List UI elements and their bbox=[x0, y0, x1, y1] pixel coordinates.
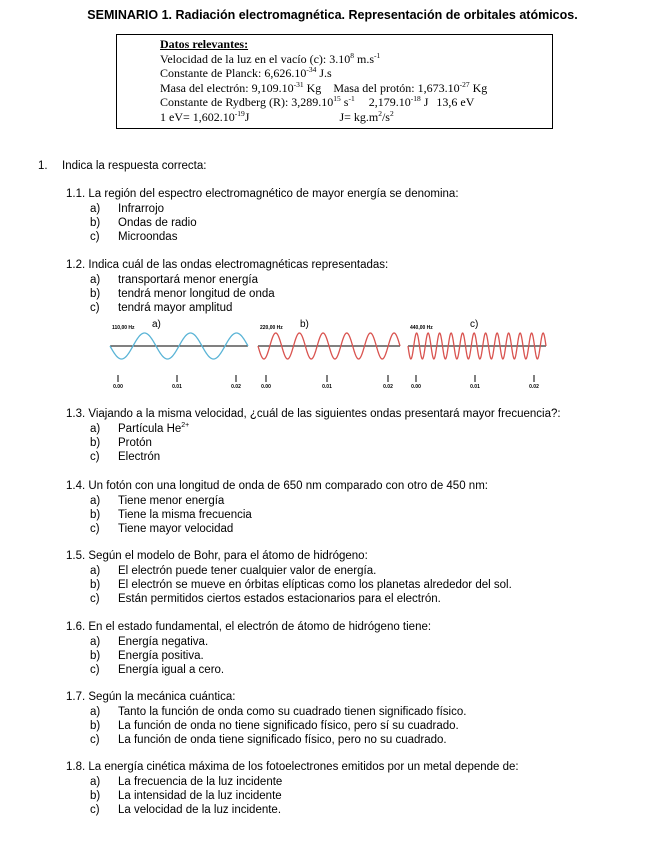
wave-tick-label-2-1: 0,01 bbox=[470, 384, 480, 388]
question-5-option-c[interactable]: c) Están permitidos ciertos estados estacionarios para el electrón. bbox=[90, 593, 441, 605]
question-5-option-b[interactable]: b) El electrón se mueve en órbitas elípticas como los planetas alrededor del sol. bbox=[90, 579, 512, 591]
question-5-option-a[interactable]: a) El electrón puede tener cualquier valor de energía. bbox=[90, 565, 377, 577]
wave-frequency-label-2: 440,00 Hz bbox=[410, 325, 433, 331]
question-2-option-c[interactable]: c) tendrá mayor amplitud bbox=[90, 302, 233, 314]
wave-tick-label-2-2: 0,02 bbox=[529, 384, 539, 388]
wave-tick-label-2-0: 0,00 bbox=[411, 384, 421, 388]
wave-frequency-label-0: 110,00 Hz bbox=[112, 325, 135, 331]
question-3-option-b[interactable]: b) Protón bbox=[90, 437, 152, 449]
question-1-option-c[interactable]: c) Microondas bbox=[90, 231, 178, 243]
mass-line: Masa del electrón: $9,109.10^{-31}$ Kg Masa del protón: $1,673.10^{-27}$ Kg bbox=[160, 79, 488, 95]
question-1: 1.1. La región del espectro electromagnético de mayor energía se denomina: bbox=[66, 188, 459, 200]
question-6: 1.6. En el estado fundamental, el electrón de átomo de hidrógeno tiene: bbox=[66, 621, 432, 633]
question-6-option-c[interactable]: c) Energía igual a cero. bbox=[90, 664, 225, 676]
wave-tick-label-0-1: 0,01 bbox=[172, 384, 182, 388]
question-2-option-a[interactable]: a) transportará menor energía bbox=[90, 274, 258, 286]
question-4-option-b[interactable]: b) Tiene la misma frecuencia bbox=[90, 509, 252, 521]
data-box-heading: Datos relevantes: bbox=[160, 37, 249, 51]
wave-tick-label-0-2: 0,02 bbox=[231, 384, 241, 388]
question-5: 1.5. Según el modelo de Bohr, para el átomo de hidrógeno: bbox=[66, 550, 368, 562]
wave-figure bbox=[108, 316, 548, 388]
relevant-data-box bbox=[116, 34, 553, 129]
question-3: 1.3. Viajando a la misma velocidad, ¿cuál de las siguientes ondas presentará mayor frecuencia?: bbox=[66, 408, 561, 420]
wave-tick-label-0-0: 0,00 bbox=[113, 384, 123, 388]
wave-tick-label-1-2: 0,02 bbox=[383, 384, 393, 388]
wave-tick-label-1-0: 0,00 bbox=[261, 384, 271, 388]
question-7-option-c[interactable]: c) La función de onda tiene significado físico, pero no su cuadrado. bbox=[90, 734, 447, 746]
wave-tag-0: a) bbox=[152, 319, 161, 330]
question-8-option-c[interactable]: c) La velocidad de la luz incidente. bbox=[90, 804, 282, 816]
question-2-option-b[interactable]: b) tendrá menor longitud de onda bbox=[90, 288, 275, 300]
wave-tick-label-1-1: 0,01 bbox=[322, 384, 332, 388]
question-1-option-a[interactable]: a) Infrarrojo bbox=[90, 203, 165, 215]
question-7: 1.7. Según la mecánica cuántica: bbox=[66, 691, 236, 703]
question-8: 1.8. La energía cinética máxima de los fotoelectrones emitidos por un metal depende de: bbox=[66, 761, 519, 773]
question-1-option-b[interactable]: b) Ondas de radio bbox=[90, 217, 197, 229]
question-8-option-b[interactable]: b) La intensidad de la luz incidente bbox=[90, 790, 282, 802]
waves-svg bbox=[108, 316, 548, 388]
question-6-option-a[interactable]: a) Energía negativa. bbox=[90, 636, 209, 648]
wave-tag-1: b) bbox=[300, 319, 309, 330]
question-6-option-b[interactable]: b) Energía positiva. bbox=[90, 650, 204, 662]
wave-tag-2: c) bbox=[470, 319, 479, 330]
question-4: 1.4. Un fotón con una longitud de onda de 650 nm comparado con otro de 450 nm: bbox=[66, 480, 488, 492]
planck-line: Constante de Planck: $6,626.10^{-34}$ J.s bbox=[160, 65, 332, 81]
question-7-option-b[interactable]: b) La función de onda no tiene significado físico, pero sí su cuadrado. bbox=[90, 720, 459, 732]
question-3-option-a[interactable]: a) Partícula $He^{2+}$ bbox=[90, 422, 190, 435]
question-4-option-a[interactable]: a) Tiene menor energía bbox=[90, 495, 225, 507]
question-2: 1.2. Indica cuál de las ondas electromagnéticas representadas: bbox=[66, 259, 389, 271]
section-intro: 1. Indica la respuesta correcta: bbox=[38, 160, 207, 172]
page-title: SEMINARIO 1. Radiación electromagnética. Representación de orbitales atómicos. bbox=[87, 8, 578, 22]
question-4-option-c[interactable]: c) Tiene mayor velocidad bbox=[90, 523, 234, 535]
ev-line: 1 $eV= 1,602.10^{-19}J$ $J= kg.m^2/s^2$ bbox=[160, 108, 394, 124]
light-speed-line: Velocidad de la luz en el vacío (c): 3.10$^8$ $m.s^{-1}$ bbox=[160, 50, 381, 66]
wave-frequency-label-1: 220,00 Hz bbox=[260, 325, 283, 331]
question-7-option-a[interactable]: a) Tanto la función de onda como su cuadrado tienen significado físico. bbox=[90, 706, 467, 718]
question-8-option-a[interactable]: a) La frecuencia de la luz incidente bbox=[90, 776, 283, 788]
question-3-option-c[interactable]: c) Electrón bbox=[90, 451, 161, 463]
rydberg-line: Constante de Rydberg (R): 3,289.10$^{15}$ $s^{-1}$ $2,179.10^{-18}$ J 13,6 eV bbox=[160, 94, 475, 110]
